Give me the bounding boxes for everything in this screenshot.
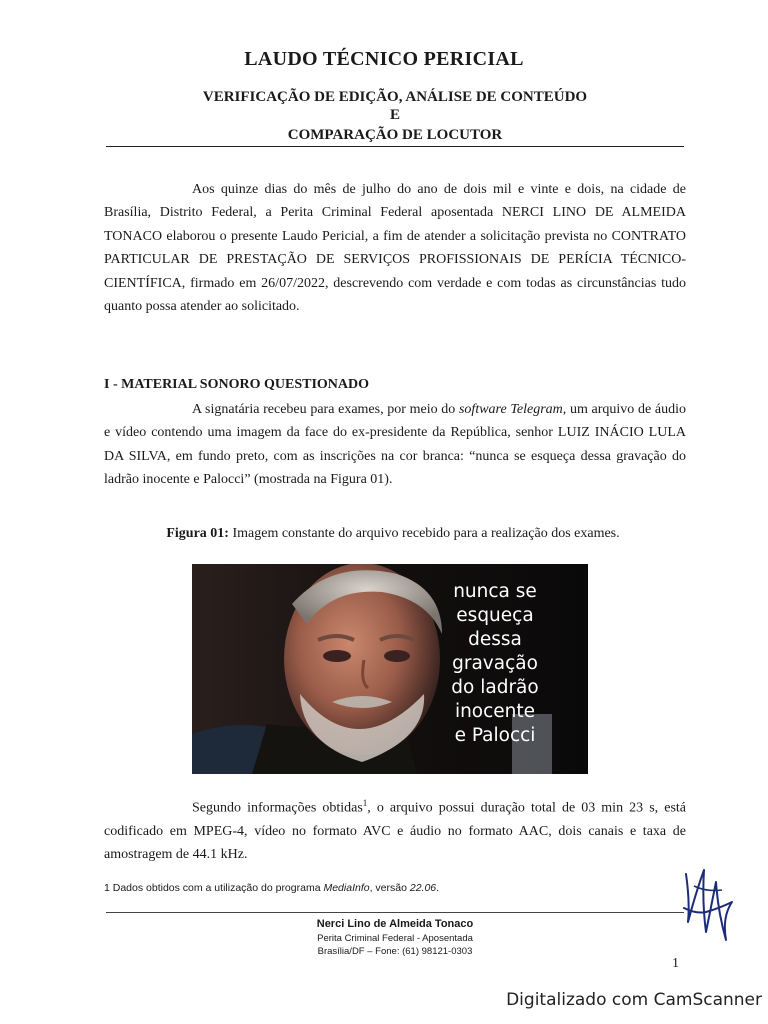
footer-divider [106, 912, 684, 913]
overlay-line: dessa [468, 629, 522, 650]
figure-caption [0, 526, 768, 542]
footnote-reference: 1 [362, 798, 368, 808]
document-subtitle-line1: VERIFICAÇÃO DE EDIÇÃO, ANÁLISE DE CONTEÚDO [202, 89, 588, 105]
handwritten-signature [676, 862, 738, 946]
figure-caption-label: Figura 01: [166, 526, 229, 541]
section-paragraph [104, 398, 686, 492]
figure-image [192, 564, 588, 774]
document-subtitle-line3: COMPARAÇÃO DE LOCUTOR [287, 127, 503, 143]
overlay-line: esqueça [456, 605, 534, 626]
overlay-line: do ladrão [451, 677, 539, 698]
footnote-end: . [436, 882, 440, 894]
intro-paragraph: Aos quinze dias do mês de julho do ano de dois mil e vinte e dois, na cidade de Brasília, Distrito Federal, a Perita Criminal Federal aposentada NERCI LINO DE ALMEIDA TONACO elaborou o presente Laudo Pericial, a fim de atender a solicitação prevista no CONTRATO PARTICULAR DE PRESTAÇÃO DE SERVIÇOS PROFISSIONAIS DE PERÍCIA TÉCNICO-CIENTÍFICA, firmado em 26/07/2022, descrevendo com verdade e com todas as circunstâncias tudo quanto possa atender ao solicitado. [104, 182, 686, 315]
footnote [104, 882, 439, 894]
footnote-part1: 1 Dados obtidos com a utilização do programa [104, 882, 324, 894]
title-divider [106, 146, 684, 147]
overlay-line: nunca se [453, 581, 537, 602]
overlay-line: e Palocci [454, 725, 536, 746]
figure-overlay-text [410, 580, 580, 748]
overlay-line: gravação [452, 653, 538, 674]
camscanner-watermark: Digitalizado com CamScanner [506, 990, 762, 1010]
document-title: LAUDO TÉCNICO PERICIAL [244, 48, 524, 70]
page-number: 1 [672, 956, 679, 971]
section-paragraph-italic: software Telegram [458, 402, 563, 417]
footer-role: Perita Criminal Federal - Aposentada [317, 933, 473, 944]
info-paragraph [104, 792, 686, 867]
overlay-line: inocente [454, 701, 536, 722]
document-subtitle-line2: E [389, 107, 400, 123]
figure-caption-text: Imagem constante do arquivo recebido para a realização dos exames. [228, 526, 620, 541]
section-paragraph-part1: A signatária recebeu para exames, por meio do [192, 402, 459, 417]
footnote-version: 22.06 [409, 882, 437, 894]
info-paragraph-part1: Segundo informações obtidas [192, 800, 363, 816]
footer-contact: Brasília/DF – Fone: (61) 98121-0303 [317, 946, 473, 957]
footnote-part2: , versão [369, 882, 410, 894]
footer-name: Nerci Lino de Almeida Tonaco [316, 918, 474, 930]
info-paragraph-part2: , o arquivo possui duração total de 03 min 23 s, está codificado em MPEG-4, vídeo no formato AVC e áudio no formato AAC, dois canais e taxa de amostragem de 44.1 kHz. [104, 800, 686, 863]
footnote-italic: MediaInfo [323, 882, 370, 894]
section-paragraph-part2: , um arquivo de áudio e vídeo contendo uma imagem da face do ex-presidente da República, senhor LUIZ INÁCIO LULA DA SILVA, em fundo preto, com as inscrições na cor branca: “nunca se esqueça dessa gravação do ladrão inocente e Palocci” (mostrada na Figura 01). [104, 402, 686, 488]
section-heading: I - MATERIAL SONORO QUESTIONADO [104, 377, 370, 392]
